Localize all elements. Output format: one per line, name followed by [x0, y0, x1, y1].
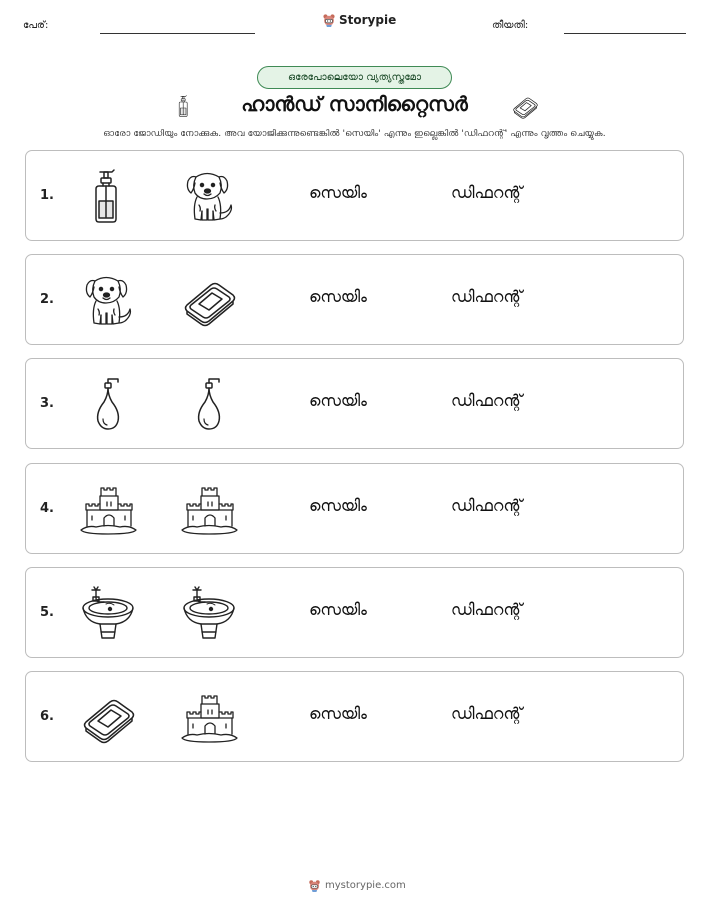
- question-row: [25, 254, 684, 345]
- same-option[interactable]: സെയിം: [309, 183, 367, 202]
- worksheet-header: [0, 0, 709, 50]
- question-row: [25, 567, 684, 658]
- dog-icon: [78, 271, 138, 329]
- same-option[interactable]: സെയിം: [309, 287, 367, 306]
- question-number: 4.: [40, 501, 54, 516]
- different-option[interactable]: ഡിഫറന്റ്: [451, 704, 523, 723]
- same-option[interactable]: സെയിം: [309, 391, 367, 410]
- different-option[interactable]: ഡിഫറന്റ്: [451, 287, 523, 306]
- question-number: 3.: [40, 396, 54, 411]
- sanitizer-bottle-icon: [78, 167, 138, 225]
- sanitizer-bottle-icon: [172, 90, 196, 122]
- water-drop-icon: [78, 375, 138, 433]
- question-number: 6.: [40, 709, 54, 724]
- same-option[interactable]: സെയിം: [309, 704, 367, 723]
- question-number: 1.: [40, 188, 54, 203]
- brand-name: Storypie: [339, 13, 397, 27]
- sandcastle-icon: [78, 480, 138, 538]
- footer-url: mystorypie.com: [325, 880, 406, 891]
- name-field[interactable]: [100, 33, 255, 34]
- different-option[interactable]: ഡിഫറന്റ്: [451, 183, 523, 202]
- brand-logo: [322, 13, 396, 27]
- different-option[interactable]: ഡിഫറന്റ്: [451, 496, 523, 515]
- category-badge: ഒരേപോലെയോ വ്യത്യസ്തമോ: [257, 66, 452, 89]
- sink-icon: [78, 584, 138, 642]
- storypie-mascot-icon: [308, 879, 321, 892]
- same-option[interactable]: സെയിം: [309, 496, 367, 515]
- sink-icon: [179, 584, 239, 642]
- instructions: ഓരോ ജോഡിയും നോക്കുക. അവ യോജിക്കുന്നുണ്ടെങ്കിൽ 'സെയിം' എന്നും ഇല്ലെങ്കിൽ 'ഡിഫറന്റ്' എന്നും വൃത്തം ചെയ്യുക.: [103, 128, 606, 139]
- soap-icon: [179, 271, 239, 329]
- soap-icon: [508, 92, 542, 120]
- different-option[interactable]: ഡിഫറന്റ്: [451, 391, 523, 410]
- water-drop-icon: [179, 375, 239, 433]
- same-option[interactable]: സെയിം: [309, 600, 367, 619]
- question-row: [25, 671, 684, 762]
- date-field[interactable]: [564, 33, 686, 34]
- date-label: തീയതി:: [492, 20, 529, 31]
- sandcastle-icon: [179, 480, 239, 538]
- sandcastle-icon: [179, 688, 239, 746]
- name-label: പേര്:: [23, 20, 49, 31]
- title-row: [0, 90, 709, 122]
- dog-icon: [179, 167, 239, 225]
- question-row: [25, 358, 684, 449]
- question-number: 2.: [40, 292, 54, 307]
- soap-icon: [78, 688, 138, 746]
- question-number: 5.: [40, 605, 54, 620]
- storypie-mascot-icon: [322, 13, 336, 27]
- page-title: ഹാൻഡ് സാനിറ്റൈസർ: [241, 92, 468, 116]
- footer: [308, 879, 406, 892]
- question-row: [25, 463, 684, 554]
- question-row: [25, 150, 684, 241]
- different-option[interactable]: ഡിഫറന്റ്: [451, 600, 523, 619]
